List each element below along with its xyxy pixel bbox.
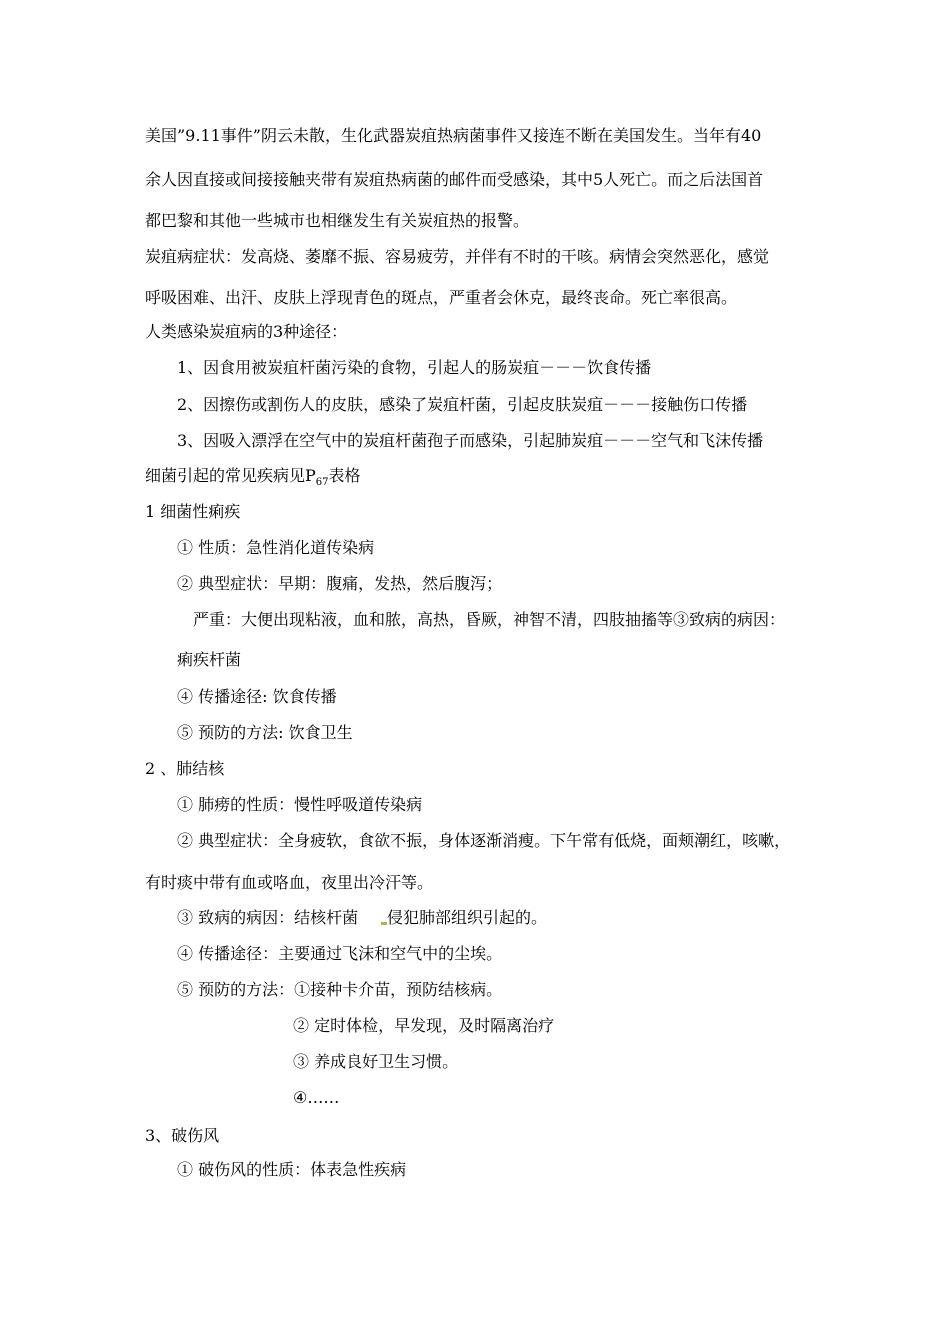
paragraph-line: 炭疽病症状：发高烧、萎靡不振、容易疲劳，并伴有不时的干咳。病情会突然恶化，感觉: [145, 247, 770, 266]
list-item: ① 肺痨的性质：慢性呼吸道传染病: [177, 795, 423, 814]
list-item: ④ 传播途径：主要通过飞沫和空气中的尘埃。: [177, 944, 503, 963]
paragraph-line: 呼吸困难、出汗、皮肤上浮现青色的斑点，严重者会休克，最终丧命。死亡率很高。: [145, 288, 738, 307]
list-item: ⑤ 预防的方法：①接种卡介苗，预防结核病。: [177, 980, 503, 999]
page-number-subscript: 67: [315, 477, 329, 489]
list-item: 1、因食用被炭疽杆菌污染的食物，引起人的肠炭疽－－－饮食传播: [177, 358, 652, 377]
list-item: ① 破伤风的性质：体表急性疾病: [177, 1160, 407, 1179]
list-item: 3、因吸入漂浮在空气中的炭疽杆菌孢子而感染，引起肺炭疽－－－空气和飞沫传播: [177, 431, 764, 450]
list-item: ⑤ 预防的方法: 饮食卫生: [177, 723, 353, 742]
list-item: ② 定时体检，早发现，及时隔离治疗: [293, 1016, 555, 1035]
table-reference-suffix: 表格: [328, 466, 361, 485]
paragraph-line: 余人因直接或间接接触夹带有炭疽热病菌的邮件而受感染，其中5人死亡。而之后法国首: [145, 170, 764, 189]
list-item: ③ 致病的病因：结核杆菌: [177, 908, 359, 927]
list-item: 痢疾杆菌: [177, 650, 242, 669]
section-heading: 1 细菌性痢疾: [145, 502, 241, 521]
list-item: 严重：大便出现粘液，血和脓，高热，昏厥，神智不清，四肢抽搐等③致病的病因：: [193, 610, 786, 629]
list-item: 2、因擦伤或割伤人的皮肤，感染了炭疽杆菌，引起皮肤炭疽－－－接触伤口传播: [177, 395, 748, 414]
section-heading: 2 、肺结核: [145, 759, 225, 778]
paragraph-line: 有时痰中带有血或咯血，夜里出冷汗等。: [145, 873, 434, 892]
list-item: ④……: [293, 1088, 340, 1107]
paragraph-line: 美国”9.11事件”阴云未散，生化武器炭疽热病菌事件又接连不断在美国发生。当年有40: [145, 126, 762, 145]
list-item: ① 性质：急性消化道传染病: [177, 538, 375, 557]
list-item: ② 典型症状：全身疲软，食欲不振，身体逐渐消瘦。下午常有低烧，面颊潮红，咳嗽，: [177, 831, 791, 850]
list-item-continuation: 侵犯肺部组织引起的。: [387, 908, 548, 927]
list-item: ③ 养成良好卫生习惯。: [293, 1052, 459, 1071]
section-heading: 3、破伤风: [145, 1126, 220, 1145]
list-item: ④ 传播途径: 饮食传播: [177, 687, 337, 706]
table-reference-text: 细菌引起的常见疾病见P: [145, 466, 316, 485]
paragraph-line: 都巴黎和其他一些城市也相继发生有关炭疽热的报警。: [145, 211, 530, 230]
paragraph-line: [145, 466, 361, 493]
paragraph-line: 人类感染炭疽病的3种途径：: [145, 322, 348, 341]
list-item: ② 典型症状：早期：腹痛，发热，然后腹泻；: [177, 574, 503, 593]
